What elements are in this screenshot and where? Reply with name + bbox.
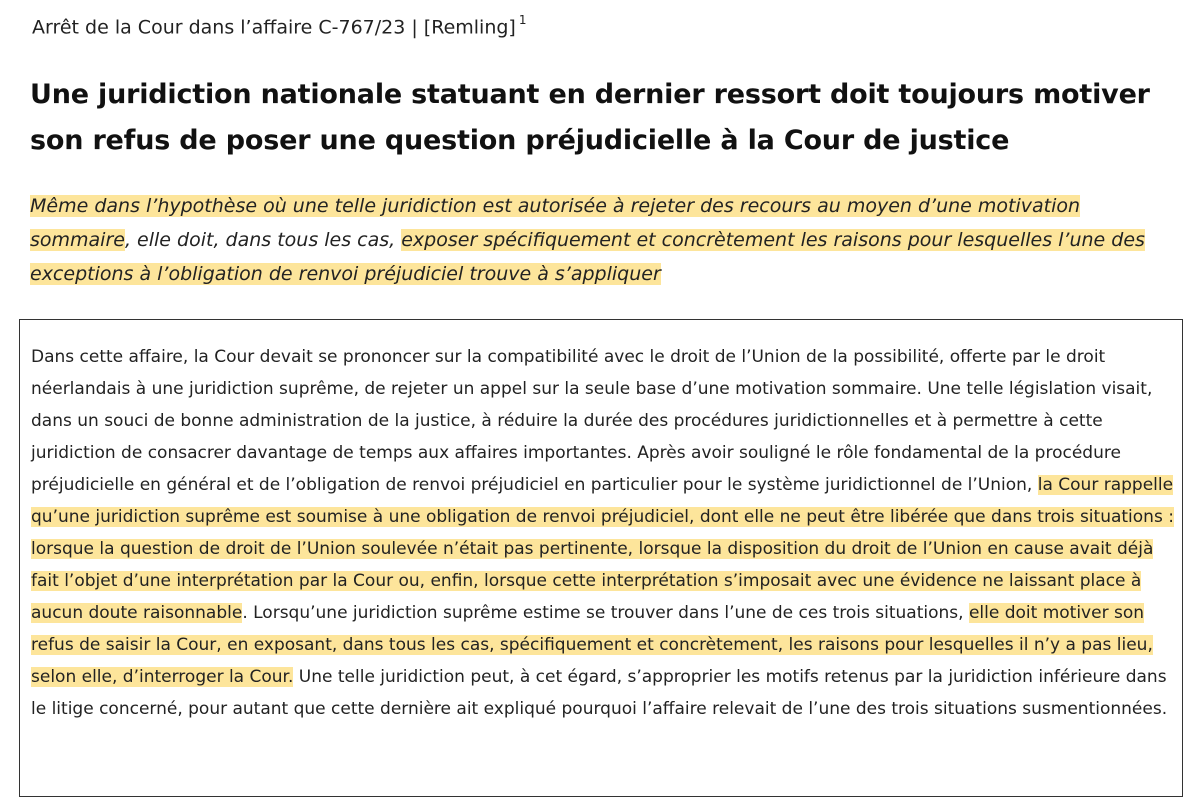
- summary-box: [19, 319, 1183, 797]
- case-reference: [32, 8, 526, 41]
- page-title: Une juridiction nationale statuant en dernier ressort doit toujours motiver son refus de poser une question préjudicielle à la Cour de justice: [30, 79, 1150, 156]
- subtitle: [30, 189, 1180, 291]
- case-reference-text: Arrêt de la Cour dans l’affaire C-767/23 | [Remling]: [32, 16, 516, 39]
- summary-text-1: Dans cette affaire, la Cour devait se prononcer sur la compatibilité avec le droit de l’Union de la possibilité, offerte par le droit néerlandais à une juridiction suprême, de rejeter un appel sur la seule base d’une motivation sommaire. Une telle législation visait, dans un souci de bonne administration de la justice, à réduire la durée des procédures juridictionnelles et à permettre à cette juridiction de consacrer davantage de temps aux affaires importantes. Après avoir souligné le rôle fondamental de la procédure préjudicielle en général et de l’obligation de renvoi préjudiciel en particulier pour le système juridictionnel de l’Union,: [31, 347, 1153, 495]
- summary-highlight-2: elle doit motiver son refus de saisir la Cour, en exposant, dans tous les cas, spécifiquement et concrètement, les raisons pour lesquelles il n’y a pas lieu, selon elle, d’interroger la Cour.: [31, 603, 1153, 687]
- subtitle-text: , elle doit, dans tous les cas,: [124, 229, 402, 251]
- subtitle-highlight-1: Même dans l’hypothèse où une telle juridiction est autorisée à rejeter des recours au moyen d’une motivation sommaire: [30, 195, 1081, 251]
- summary-paragraph: [31, 341, 1176, 725]
- subtitle-highlight-2: exposer spécifiquement et concrètement les raisons pour lesquelles l’une des exceptions à l’obligation de renvoi préjudiciel trouve à s’appliquer: [30, 229, 1145, 285]
- footnote-marker[interactable]: 1: [518, 13, 527, 27]
- summary-text-3: Une telle juridiction peut, à cet égard, s’approprier les motifs retenus par la juridiction inférieure dans le litige concerné, pour autant que cette dernière ait expliqué pourquoi l’affaire relevait de l’une des trois situations susmentionnées.: [31, 667, 1168, 719]
- summary-text-2: . Lorsqu’une juridiction suprême estime se trouver dans l’une de ces trois situations,: [242, 603, 969, 623]
- summary-highlight-1: la Cour rappelle qu’une juridiction suprême est soumise à une obligation de renvoi préjudiciel, dont elle ne peut être libérée que dans trois situations : lorsque la question de droit de l’Union soulevée n’était pas pertinente, lorsque la disposition du droit de l’Union en cause avait déjà fait l’objet d’une interprétation par la Cour ou, enfin, lorsque cette interprétation s’imposait avec une évidence ne laissant place à aucun doute raisonnable: [31, 475, 1174, 623]
